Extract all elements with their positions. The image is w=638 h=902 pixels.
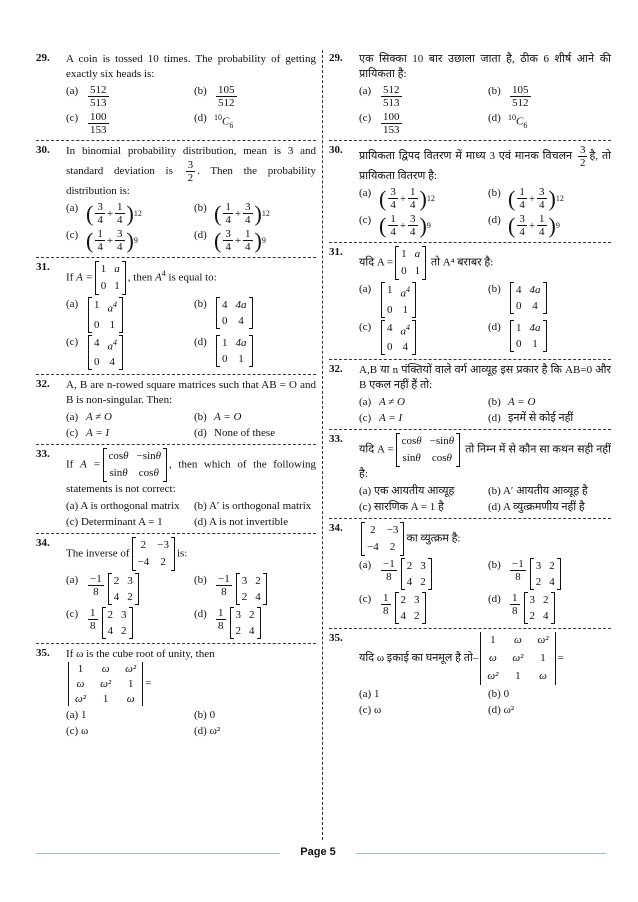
- option-c: (c) $\frac{1}{8}$ 2 3 4 2: [66, 607, 188, 639]
- question-number: 33.: [36, 448, 50, 461]
- option-a: (a) 1: [359, 688, 380, 701]
- option-d: (d) 1 4a 0 1: [194, 335, 316, 371]
- question-stem: The inverse of 2 −3 −4 2 is:: [66, 537, 316, 571]
- question-stem: A, B are n-rowed square matrices such that AB = O and B is non-singular. Then:: [66, 379, 316, 407]
- option-d: (d) 1 4a 0 1: [488, 320, 611, 356]
- option-b: (b) $\frac{-1}{8}$ 3 2 2 4: [488, 558, 611, 590]
- english-column: [36, 52, 316, 745]
- option-a: (a) ( $\frac{3}{4}$ + $\frac{1}{4}$ ) 12: [359, 185, 435, 211]
- option-d: (d) इनमें से कोई नहीं: [488, 412, 574, 425]
- option-a: (a) ( $\frac{3}{4}$ + $\frac{1}{4}$ ) 12: [66, 200, 142, 226]
- option-b: (b) A′ आयतीय आव्यूह है: [488, 485, 588, 498]
- option-c: (c) 4 $a^4$ 0 4: [359, 320, 482, 356]
- option-c: (c) $\frac{100}{153}$: [66, 111, 107, 136]
- question-number: 33.: [329, 433, 343, 446]
- page-number: Page 5: [300, 846, 336, 858]
- question-34-hindi: [329, 522, 611, 629]
- question-stem: In binomial probability distribution, mean is 3 and standard deviation is $\frac{3}{2}$ . Then the probability distribution is:: [66, 145, 316, 197]
- question-35-hindi: [329, 632, 611, 721]
- question-stem: If A = cosθ −sinθ sinθ cosθ , then which of the following statements is not correct:: [66, 450, 317, 496]
- option-a: (a) A is orthogonal matrix: [66, 500, 180, 513]
- column-divider: [322, 50, 323, 840]
- option-b: (b) $\frac{105}{512}$: [194, 84, 235, 109]
- question-number: 35.: [329, 632, 343, 645]
- question-stem: 2 −3 −4 2 का व्युत्क्रम है:: [359, 522, 611, 556]
- question-30-hindi: [329, 144, 611, 243]
- question-29: [36, 52, 316, 141]
- option-d: (d) A व्युत्क्रमणीय नहीं है: [488, 501, 585, 514]
- question-33-hindi: [329, 433, 611, 519]
- option-c: (c) ω: [359, 704, 382, 717]
- option-c: (c) ω: [66, 725, 89, 738]
- option-b: (b) A′ is orthogonal matrix: [194, 500, 312, 513]
- option-d: (d) $^{10}C_6$: [194, 112, 234, 130]
- question-number: 29.: [36, 52, 50, 64]
- option-d: (d) A is not invertible: [194, 516, 289, 529]
- option-b: (b) 4 4a 0 4: [488, 282, 611, 318]
- option-b: (b) ( $\frac{1}{4}$ + $\frac{3}{4}$ ) 12: [194, 200, 270, 226]
- option-b: (b) 0: [488, 688, 510, 701]
- option-c: (c) ( $\frac{1}{4}$ + $\frac{3}{4}$ ) 9: [66, 227, 138, 253]
- option-c: (c) ( $\frac{1}{4}$ + $\frac{3}{4}$ ) 9: [359, 212, 431, 238]
- option-a: (a) एक आयतीय आव्यूह: [359, 485, 455, 498]
- question-stem: एक सिक्का 10 बार उछाला जाता है, ठीक 6 शीर्ष आने की प्रायिकता है:: [359, 53, 611, 80]
- question-30: [36, 144, 316, 258]
- option-b: (b) ( $\frac{1}{4}$ + $\frac{3}{4}$ ) 12: [488, 185, 564, 211]
- question-32-hindi: [329, 363, 611, 430]
- option-a: (a) 1 $a^4$ 0 1: [66, 297, 188, 333]
- option-d: (d) ω²: [488, 704, 515, 717]
- option-d: (d) ω²: [194, 725, 221, 738]
- question-number: 31.: [329, 246, 343, 258]
- question-number: 35.: [36, 647, 50, 660]
- question-number: 34.: [36, 537, 50, 550]
- option-d: (d) None of these: [194, 427, 276, 440]
- option-c: (c) Determinant A = 1: [66, 516, 163, 529]
- question-stem: यदि A = cosθ −sinθ sinθ cosθ तो निम्न में से कौन सा कथन सही नहीं है:: [359, 435, 612, 481]
- question-29-hindi: [329, 52, 611, 141]
- question-number: 29.: [329, 52, 343, 64]
- option-c: (c) $\frac{100}{153}$: [359, 111, 400, 136]
- option-d: (d) ( $\frac{3}{4}$ + $\frac{1}{4}$ ) 9: [488, 212, 560, 238]
- determinant: 1 ω ω² ω ω² 1 ω² 1 ω =: [66, 662, 316, 706]
- option-b: (b) A = O: [488, 396, 536, 409]
- option-b: (b) 0: [194, 709, 216, 722]
- question-stem: A coin is tossed 10 times. The probability of getting exactly six heads is:: [66, 53, 316, 80]
- option-a: (a) $\frac{-1}{8}$ 2 3 4 2: [359, 558, 482, 590]
- option-b: (b) $\frac{-1}{8}$ 3 2 2 4: [194, 573, 316, 605]
- question-31-hindi: [329, 246, 611, 360]
- question-35: [36, 647, 316, 742]
- option-a: (a) $\frac{512}{513}$: [66, 84, 107, 109]
- option-a: (a) $\frac{-1}{8}$ 2 3 4 2: [66, 573, 188, 605]
- question-stem: A,B या n पंक्तियों वाले वर्ग आव्यूह इस प्रकार है कि AB=0 और B एकल नहीं हैं तो:: [359, 364, 611, 392]
- option-b: (b) $\frac{105}{512}$: [488, 84, 529, 109]
- question-number: 31.: [36, 261, 50, 273]
- hindi-column: [329, 52, 611, 724]
- question-stem: If A = 1 a 0 1 , then $A^4$ is equal to:: [66, 261, 316, 295]
- option-c: (c) A = I: [66, 427, 110, 440]
- question-stem: If ω is the cube root of unity, then: [66, 648, 215, 661]
- question-stem: प्रायिकता द्विपद वितरण में माध्य 3 एवं मानक विचलन $\frac{3}{2}$ है, तो प्रायिकता वितरण है:: [359, 144, 611, 182]
- option-b: (b) A = O: [194, 411, 242, 424]
- option-a: (a) A ≠ O: [66, 411, 113, 424]
- footer-rule-right: [356, 853, 606, 854]
- question-number: 32.: [329, 363, 343, 376]
- question-number: 30.: [329, 144, 343, 156]
- option-a: (a) 1: [66, 709, 87, 722]
- option-b: (b) 4 4a 0 4: [194, 297, 316, 333]
- option-c: (c) A = I: [359, 412, 403, 425]
- question-number: 30.: [36, 144, 50, 156]
- question-stem: यदि A = 1 a 0 1 तो A⁴ बराबर है:: [359, 246, 611, 280]
- option-d: (d) $\frac{1}{8}$ 3 2 2 4: [488, 592, 611, 624]
- footer-rule-left: [36, 853, 280, 854]
- option-c: (c) 4 $a^4$ 0 4: [66, 335, 188, 371]
- option-d: (d) ( $\frac{3}{4}$ + $\frac{1}{4}$ ) 9: [194, 227, 266, 253]
- question-stem: यदि ω इकाई का घनमूल है तो– 1 ω ω² ω ω² 1 ω² 1 ω =: [359, 632, 611, 685]
- option-d: (d) $\frac{1}{8}$ 3 2 2 4: [194, 607, 316, 639]
- option-a: (a) A ≠ O: [359, 396, 406, 409]
- option-c: (c) $\frac{1}{8}$ 2 3 4 2: [359, 592, 482, 624]
- question-number: 34.: [329, 522, 343, 535]
- option-c: (c) सारणिक A = 1 है: [359, 501, 444, 514]
- option-a: (a) 1 $a^4$ 0 1: [359, 282, 482, 318]
- question-31: [36, 261, 316, 375]
- question-number: 32.: [36, 378, 50, 391]
- option-d: (d) $^{10}C_6$: [488, 112, 528, 130]
- question-32: [36, 378, 316, 445]
- option-a: (a) $\frac{512}{513}$: [359, 84, 400, 109]
- question-34: [36, 537, 316, 644]
- question-33: [36, 448, 316, 534]
